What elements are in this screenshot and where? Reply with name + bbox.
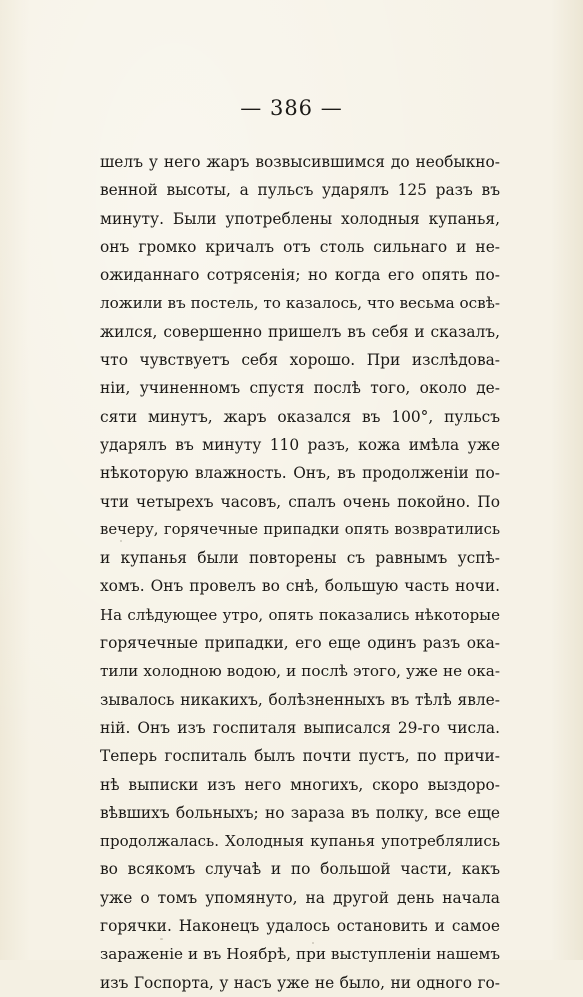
text-line: зараженіе и въ Ноябрѣ, при выступленіи нашемъ (100, 945, 500, 964)
text-line: горячечные припадки, его еще одинъ разъ ока- (100, 634, 500, 653)
text-line: зывалось никакихъ, болѣзненныхъ въ тѣлѣ явле- (100, 690, 500, 709)
text-line: вечеру, горячечные припадки опять возвратились (100, 520, 500, 538)
text-line: во всякомъ случаѣ и по большой части, какъ (100, 860, 500, 879)
text-line: вѣвшихъ больныхъ; но зараза въ полку, все еще (100, 803, 500, 822)
text-line: ложили въ постель, то казалось, что весьма освѣ- (100, 294, 500, 313)
text-line: и купанья были повторены съ равнымъ успѣ- (100, 549, 500, 568)
text-line: хомъ. Онъ провелъ во снѣ, большую часть ночи. (100, 577, 500, 596)
text-line: минуту. Были употреблены холодныя купанья, (100, 209, 500, 228)
body-text (100, 148, 500, 997)
text-line: венной высоты, а пульсъ ударялъ 125 разъ въ (100, 181, 500, 200)
text-line: что чувствуетъ себя хорошо. При изслѣдова- (100, 351, 500, 370)
page-number: — 386 — (240, 96, 343, 120)
text-line: нѣ выписки изъ него многихъ, скоро выздоро- (100, 775, 500, 794)
text-line: уже о томъ упомянуто, на другой день начала (100, 888, 500, 907)
text-line: тили холодною водою, и послѣ этого, уже не ока- (100, 662, 500, 681)
text-line: Теперь госпиталь былъ почти пустъ, по причи- (100, 747, 500, 766)
text-line: чти четырехъ часовъ, спалъ очень покойно. По (100, 492, 500, 511)
paper-speck (160, 938, 163, 940)
text-line: ожиданнаго сотрясенія; но когда его опять по- (100, 266, 500, 285)
text-line: продолжалась. Холодныя купанья употреблялись (100, 832, 500, 851)
text-line: нѣкоторую влажность. Онъ, въ продолженіи по- (100, 464, 500, 483)
paper-speck (120, 540, 122, 542)
text-line: онъ громко кричалъ отъ столь сильнаго и не- (100, 237, 500, 256)
text-line: изъ Госпорта, у насъ уже не было, ни одного го- (100, 973, 500, 992)
text-line: ударялъ въ минуту 110 разъ, кожа имѣла уже (100, 435, 500, 454)
paper-speck (312, 942, 314, 944)
text-line: жился, совершенно пришелъ въ себя и сказалъ, (100, 322, 500, 341)
text-line: шелъ у него жаръ возвысившимся до необыкно- (100, 153, 500, 171)
text-line: ній. Онъ изъ госпиталя выписался 29-го числа. (100, 718, 500, 737)
text-line: ніи, учиненномъ спустя послѣ того, около де- (100, 379, 500, 398)
text-line: горячки. Наконецъ удалось остановить и самое (100, 917, 500, 936)
text-line: сяти минутъ, жаръ оказался въ 100°, пульсъ (100, 407, 500, 426)
text-line: На слѣдующее утро, опять показались нѣкоторые (100, 605, 500, 624)
